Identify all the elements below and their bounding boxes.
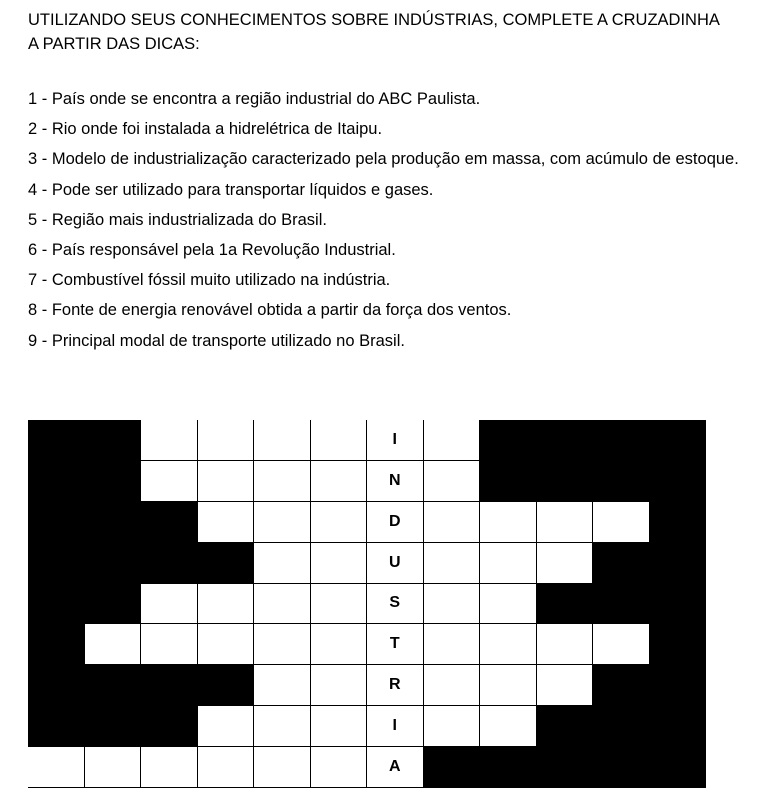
crossword-block: [593, 461, 650, 502]
crossword-block: [537, 706, 594, 747]
crossword-block: [28, 706, 85, 747]
crossword-block: [28, 461, 85, 502]
crossword-cell[interactable]: [424, 461, 481, 502]
crossword-cell[interactable]: [311, 747, 368, 788]
crossword-block: [85, 543, 142, 584]
crossword-cell[interactable]: [537, 665, 594, 706]
clue-2: 2 - Rio onde foi instalada a hidrelétrica de Itaipu.: [28, 120, 383, 139]
crossword-cell[interactable]: [424, 584, 481, 625]
crossword-cell[interactable]: [198, 584, 255, 625]
crossword-key-letter: R: [367, 665, 424, 706]
clue-3: 3 - Modelo de industrialização caracterizado pela produção em massa, com acúmulo de estoque.: [28, 150, 739, 169]
crossword-cell[interactable]: [141, 584, 198, 625]
crossword-cell[interactable]: [593, 624, 650, 665]
clue-4: 4 - Pode ser utilizado para transportar líquidos e gases.: [28, 180, 434, 199]
crossword-block: [424, 747, 481, 788]
crossword-cell[interactable]: [424, 706, 481, 747]
crossword-cell[interactable]: [28, 747, 85, 788]
crossword-cell[interactable]: [424, 624, 481, 665]
clue-5: 5 - Região mais industrializada do Brasil.: [28, 210, 327, 229]
crossword-block: [28, 624, 85, 665]
crossword-block: [537, 461, 594, 502]
crossword-key-letter: N: [367, 461, 424, 502]
crossword-key-letter: S: [367, 584, 424, 625]
crossword-cell[interactable]: [198, 420, 255, 461]
crossword-cell[interactable]: [198, 461, 255, 502]
crossword-cell[interactable]: [311, 584, 368, 625]
crossword-cell[interactable]: [537, 543, 594, 584]
crossword-grid: [28, 420, 706, 788]
crossword-cell[interactable]: [254, 665, 311, 706]
crossword-cell[interactable]: [311, 665, 368, 706]
crossword-cell[interactable]: [480, 706, 537, 747]
crossword-block: [85, 420, 142, 461]
clue-6: 6 - País responsável pela 1a Revolução Industrial.: [28, 240, 396, 259]
clue-8: 8 - Fonte de energia renovável obtida a partir da força dos ventos.: [28, 301, 512, 320]
crossword-key-letter: T: [367, 624, 424, 665]
crossword-cell[interactable]: [311, 543, 368, 584]
crossword-block: [593, 665, 650, 706]
crossword-cell[interactable]: [254, 543, 311, 584]
crossword-cell[interactable]: [254, 502, 311, 543]
crossword-block: [650, 747, 707, 788]
clue-7: 7 - Combustível fóssil muito utilizado na indústria.: [28, 271, 391, 290]
crossword-cell[interactable]: [311, 706, 368, 747]
crossword-cell[interactable]: [311, 624, 368, 665]
crossword-block: [480, 420, 537, 461]
crossword-cell[interactable]: [424, 420, 481, 461]
crossword-block: [650, 543, 707, 584]
crossword-cell[interactable]: [254, 461, 311, 502]
crossword-key-letter: A: [367, 747, 424, 788]
crossword-block: [650, 624, 707, 665]
crossword-block: [141, 502, 198, 543]
crossword-cell[interactable]: [480, 543, 537, 584]
clue-9: 9 - Principal modal de transporte utilizado no Brasil.: [28, 331, 405, 350]
crossword-cell[interactable]: [141, 747, 198, 788]
crossword-cell[interactable]: [424, 665, 481, 706]
crossword-block: [198, 665, 255, 706]
crossword-cell[interactable]: [254, 584, 311, 625]
crossword-block: [537, 584, 594, 625]
instruction-text: UTILIZANDO SEUS CONHECIMENTOS SOBRE INDÚSTRIAS, COMPLETE A CRUZADINHA A PARTIR DAS DICAS:: [28, 11, 719, 53]
crossword-cell[interactable]: [198, 706, 255, 747]
crossword-cell[interactable]: [254, 706, 311, 747]
crossword-block: [593, 420, 650, 461]
crossword-cell[interactable]: [198, 502, 255, 543]
crossword-block: [85, 502, 142, 543]
crossword-cell[interactable]: [311, 461, 368, 502]
crossword-block: [593, 706, 650, 747]
crossword-block: [85, 461, 142, 502]
crossword-key-letter: U: [367, 543, 424, 584]
crossword-block: [650, 502, 707, 543]
crossword-cell[interactable]: [311, 420, 368, 461]
clue-list: [28, 89, 756, 361]
crossword-block: [141, 543, 198, 584]
crossword-cell[interactable]: [254, 420, 311, 461]
crossword-cell[interactable]: [254, 624, 311, 665]
crossword-block: [537, 747, 594, 788]
crossword-key-letter: I: [367, 420, 424, 461]
crossword-block: [593, 543, 650, 584]
crossword-cell[interactable]: [537, 624, 594, 665]
crossword-cell[interactable]: [311, 502, 368, 543]
crossword-block: [85, 706, 142, 747]
crossword-block: [650, 420, 707, 461]
crossword-block: [650, 706, 707, 747]
crossword-block: [650, 461, 707, 502]
crossword-block: [650, 584, 707, 625]
crossword-block: [141, 706, 198, 747]
crossword-cell[interactable]: [424, 543, 481, 584]
crossword-cell[interactable]: [85, 747, 142, 788]
crossword-cell[interactable]: [537, 502, 594, 543]
crossword-block: [28, 665, 85, 706]
crossword-block: [593, 584, 650, 625]
crossword-block: [28, 420, 85, 461]
crossword-cell[interactable]: [141, 461, 198, 502]
crossword-cell[interactable]: [198, 747, 255, 788]
crossword-cell[interactable]: [480, 624, 537, 665]
crossword-cell[interactable]: [141, 624, 198, 665]
crossword-block: [537, 420, 594, 461]
crossword-cell[interactable]: [141, 420, 198, 461]
crossword-block: [480, 747, 537, 788]
crossword-key-letter: I: [367, 706, 424, 747]
crossword-block: [480, 461, 537, 502]
crossword-cell[interactable]: [480, 502, 537, 543]
crossword-block: [28, 584, 85, 625]
crossword-cell[interactable]: [254, 747, 311, 788]
crossword-block: [28, 502, 85, 543]
crossword-cell[interactable]: [480, 665, 537, 706]
crossword-block: [593, 747, 650, 788]
clue-1: 1 - País onde se encontra a região industrial do ABC Paulista.: [28, 90, 481, 108]
crossword-cell[interactable]: [480, 584, 537, 625]
crossword-cell[interactable]: [198, 624, 255, 665]
crossword-cell[interactable]: [593, 502, 650, 543]
crossword-block: [85, 584, 142, 625]
crossword-block: [28, 543, 85, 584]
crossword-block: [85, 665, 142, 706]
crossword-block: [650, 665, 707, 706]
crossword-cell[interactable]: [424, 502, 481, 543]
crossword-block: [141, 665, 198, 706]
crossword-cell[interactable]: [85, 624, 142, 665]
crossword-block: [198, 543, 255, 584]
crossword-key-letter: D: [367, 502, 424, 543]
